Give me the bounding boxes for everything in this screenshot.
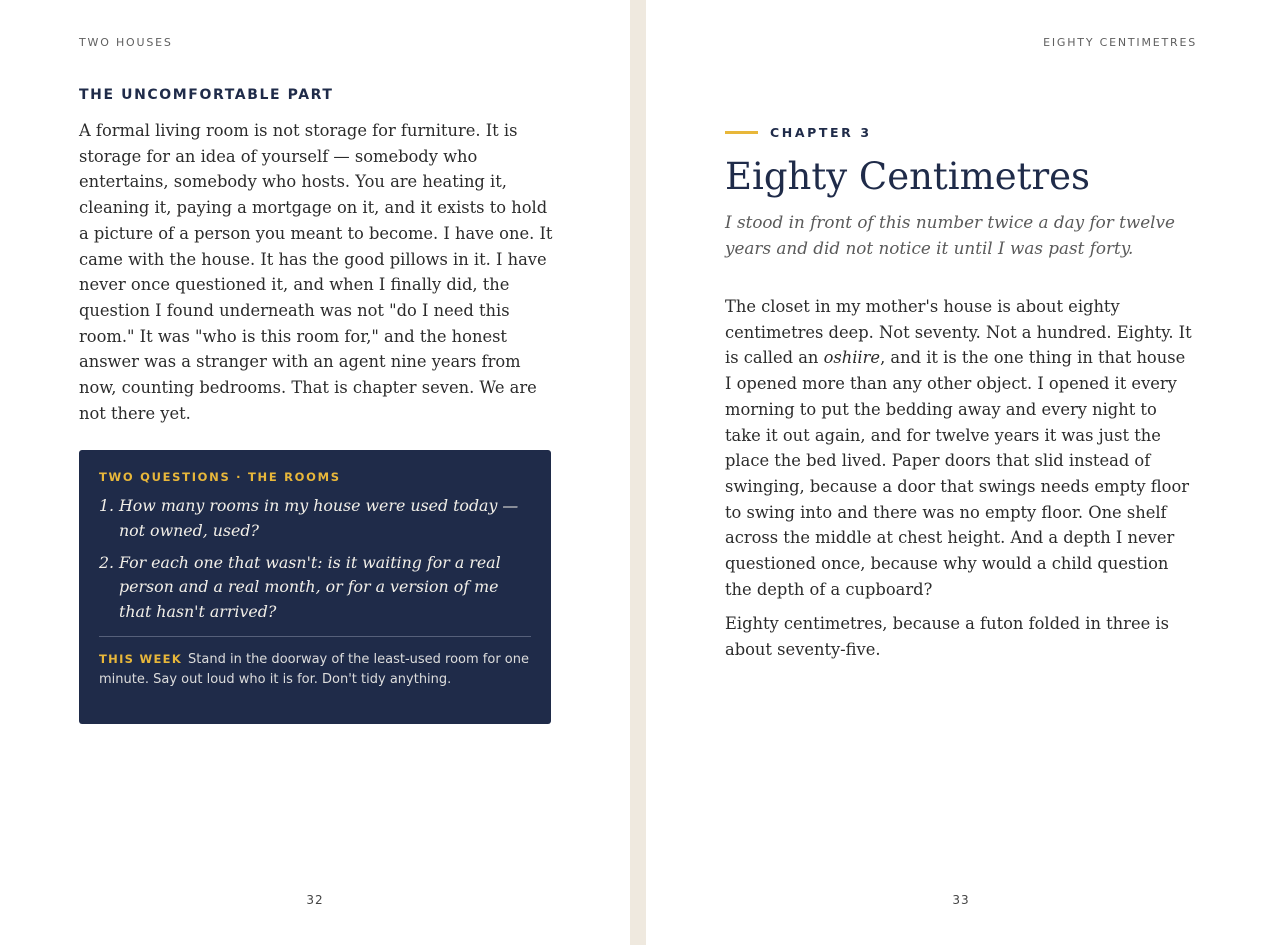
question-item — [99, 494, 531, 544]
left-page — [0, 0, 630, 945]
chapter-title: Eighty Centimetres — [725, 155, 1091, 198]
paragraph-1-end: , and it is the one thing in that house I opened more than any other object. I opened it every morning to put the bedding away and every night to take it out again, and for twelve years it was just the place the bed lived. Paper doors that slid instead of swinging, because a door that swings needs empty floor to swing into and there was no empty floor. One shelf across the middle at chest height. And a depth I never questioned once, because why would a child question the depth of a cupboard? — [725, 348, 1190, 599]
running-head-right: EIGHTY CENTIMETRES — [1043, 36, 1197, 49]
question-list — [99, 494, 531, 625]
paragraph-1-start: The closet in my mother's house is about eighty centimetres deep. Not seventy. Not a hundred. Eighty. It is called an — [725, 297, 1192, 368]
this-week-label: THIS WEEK — [99, 651, 183, 666]
running-head-left: TWO HOUSES — [79, 36, 173, 49]
question-text: For each one that wasn't: is it waiting for a real person and a real month, or for a version of me that hasn't arrived? — [119, 552, 501, 622]
section-heading: THE UNCOMFORTABLE PART — [79, 87, 334, 103]
right-body-text-block — [725, 294, 1195, 663]
this-week-note — [99, 649, 531, 691]
exercise-box — [79, 450, 551, 724]
right-body-paragraph-2: Eighty centimetres, because a futon folded in three is about seventy-five. — [725, 614, 1169, 660]
question-number: 1. — [99, 496, 115, 515]
this-week-text: Stand in the doorway of the least-used room for one minute. Say out loud who it is for. Don't tidy anything. — [99, 651, 529, 688]
question-item — [99, 551, 531, 625]
chapter-label-row — [725, 122, 872, 142]
page-number-right: 33 — [952, 893, 970, 907]
exercise-box-divider — [99, 636, 531, 637]
right-page — [646, 0, 1276, 945]
exercise-box-label: TWO QUESTIONS · THE ROOMS — [99, 470, 341, 484]
chapter-label: CHAPTER 3 — [770, 124, 872, 140]
left-body-paragraph: A formal living room is not storage for furniture. It is storage for an idea of yourself — somebody who entertains, somebody who hosts. You are heating it, cleaning it, paying a mortgage on it, and it exists to hold a picture of a person you meant to become. I have one. It came with the house. It has the good pillows in it. I have never once questioned it, and when I finally did, the question I found underneath was not "do I need this room." It was "who is this room for," and the honest answer was a stranger with an agent nine years from now, counting bedrooms. That is chapter seven. We are not there yet. — [79, 121, 553, 423]
right-body-paragraph-1 — [725, 294, 1195, 602]
book-gutter — [630, 0, 646, 945]
chapter-epigraph: I stood in front of this number twice a day for twelve years and did not notice it until I was past forty. — [725, 212, 1175, 258]
question-text: How many rooms in my house were used today — not owned, used? — [119, 496, 519, 540]
chapter-accent-rule — [725, 131, 758, 134]
left-body-text-block — [79, 118, 559, 426]
question-number: 2. — [99, 552, 115, 572]
page-number-left: 32 — [306, 893, 324, 907]
paragraph-1-italic-term: oshiire — [823, 348, 881, 368]
